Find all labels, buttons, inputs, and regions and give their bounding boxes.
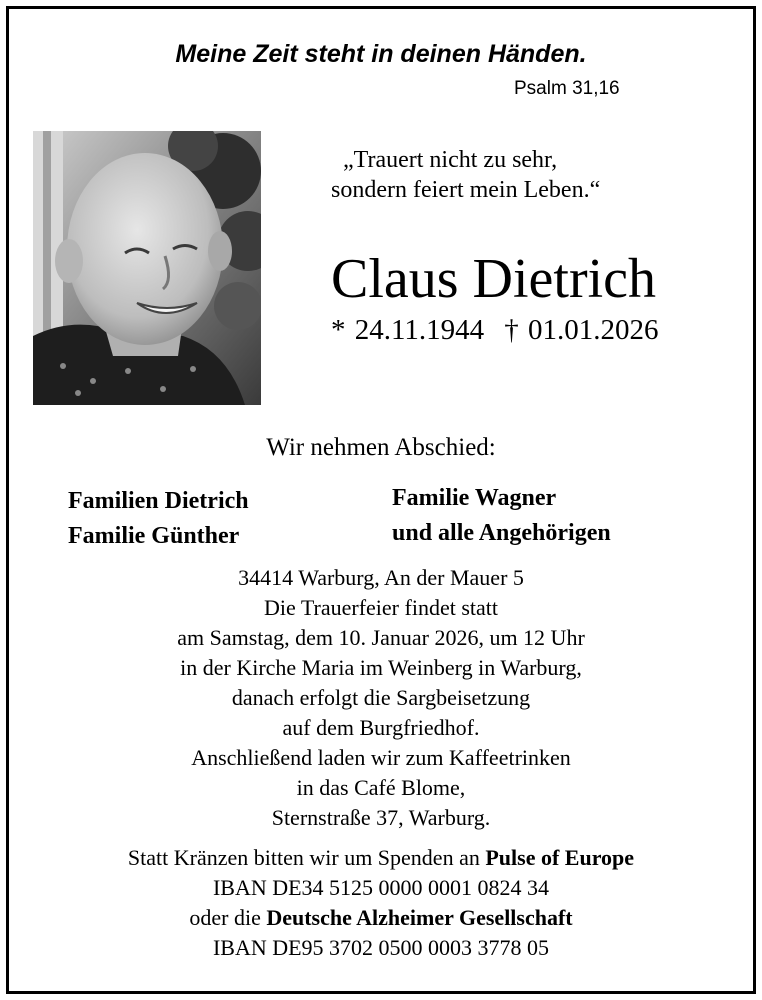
motto-verse: Meine Zeit steht in deinen Händen. [175, 40, 587, 68]
donation-iban-2: IBAN DE95 3702 0500 0003 3778 05 [212, 935, 550, 960]
donation-iban-1: IBAN DE34 5125 0000 0001 0824 34 [212, 875, 550, 900]
death-date: † 01.01.2026 [504, 314, 659, 346]
mourners-right [392, 481, 611, 551]
donation-line [0, 843, 762, 873]
ceremony-line: auf dem Burgfriedhof. [282, 715, 480, 740]
ceremony-line: am Samstag, dem 10. Januar 2026, um 12 Uhr [177, 625, 585, 650]
portrait-photo [33, 131, 261, 405]
mourners-left [68, 484, 249, 554]
ceremony-line: in der Kirche Maria im Weinberg in Warburg, [180, 655, 582, 680]
birth-date: * 24.11.1944 [331, 314, 485, 346]
quote-line: sondern feiert mein Leben.“ [331, 177, 601, 203]
mourner-line: und alle Angehörigen [392, 520, 611, 546]
ceremony-line: in das Café Blome, [296, 775, 466, 800]
deceased-name: Claus Dietrich [331, 248, 657, 310]
address: 34414 Warburg, An der Mauer 5 [238, 565, 524, 590]
ceremony-line: Anschließend laden wir zum Kaffeetrinken [191, 745, 571, 770]
donation-text [0, 843, 762, 963]
quote-line: „Trauert nicht zu sehr, [343, 147, 558, 173]
donation-org-2: Deutsche Alzheimer Gesellschaft [266, 905, 573, 930]
ceremony-text [0, 563, 762, 833]
donation-org-1: Pulse of Europe [485, 845, 635, 870]
donation-or: oder die [189, 905, 267, 930]
donation-intro: Statt Kränzen bitten wir um Spenden an [127, 845, 486, 870]
donation-line [0, 903, 762, 933]
motto-source: Psalm 31,16 [514, 78, 620, 99]
life-dates [331, 313, 658, 347]
mourner-line: Familie Günther [68, 523, 240, 549]
ceremony-line: danach erfolgt die Sargbeisetzung [231, 685, 531, 710]
mourner-line: Familien Dietrich [68, 488, 249, 514]
quote [331, 145, 600, 205]
ceremony-line: Die Trauerfeier findet statt [264, 595, 498, 620]
portrait-photo-graphic [33, 131, 261, 405]
farewell-heading: Wir nehmen Abschied: [266, 434, 496, 461]
ceremony-line: Sternstraße 37, Warburg. [271, 805, 491, 830]
mourner-line: Familie Wagner [392, 485, 557, 511]
